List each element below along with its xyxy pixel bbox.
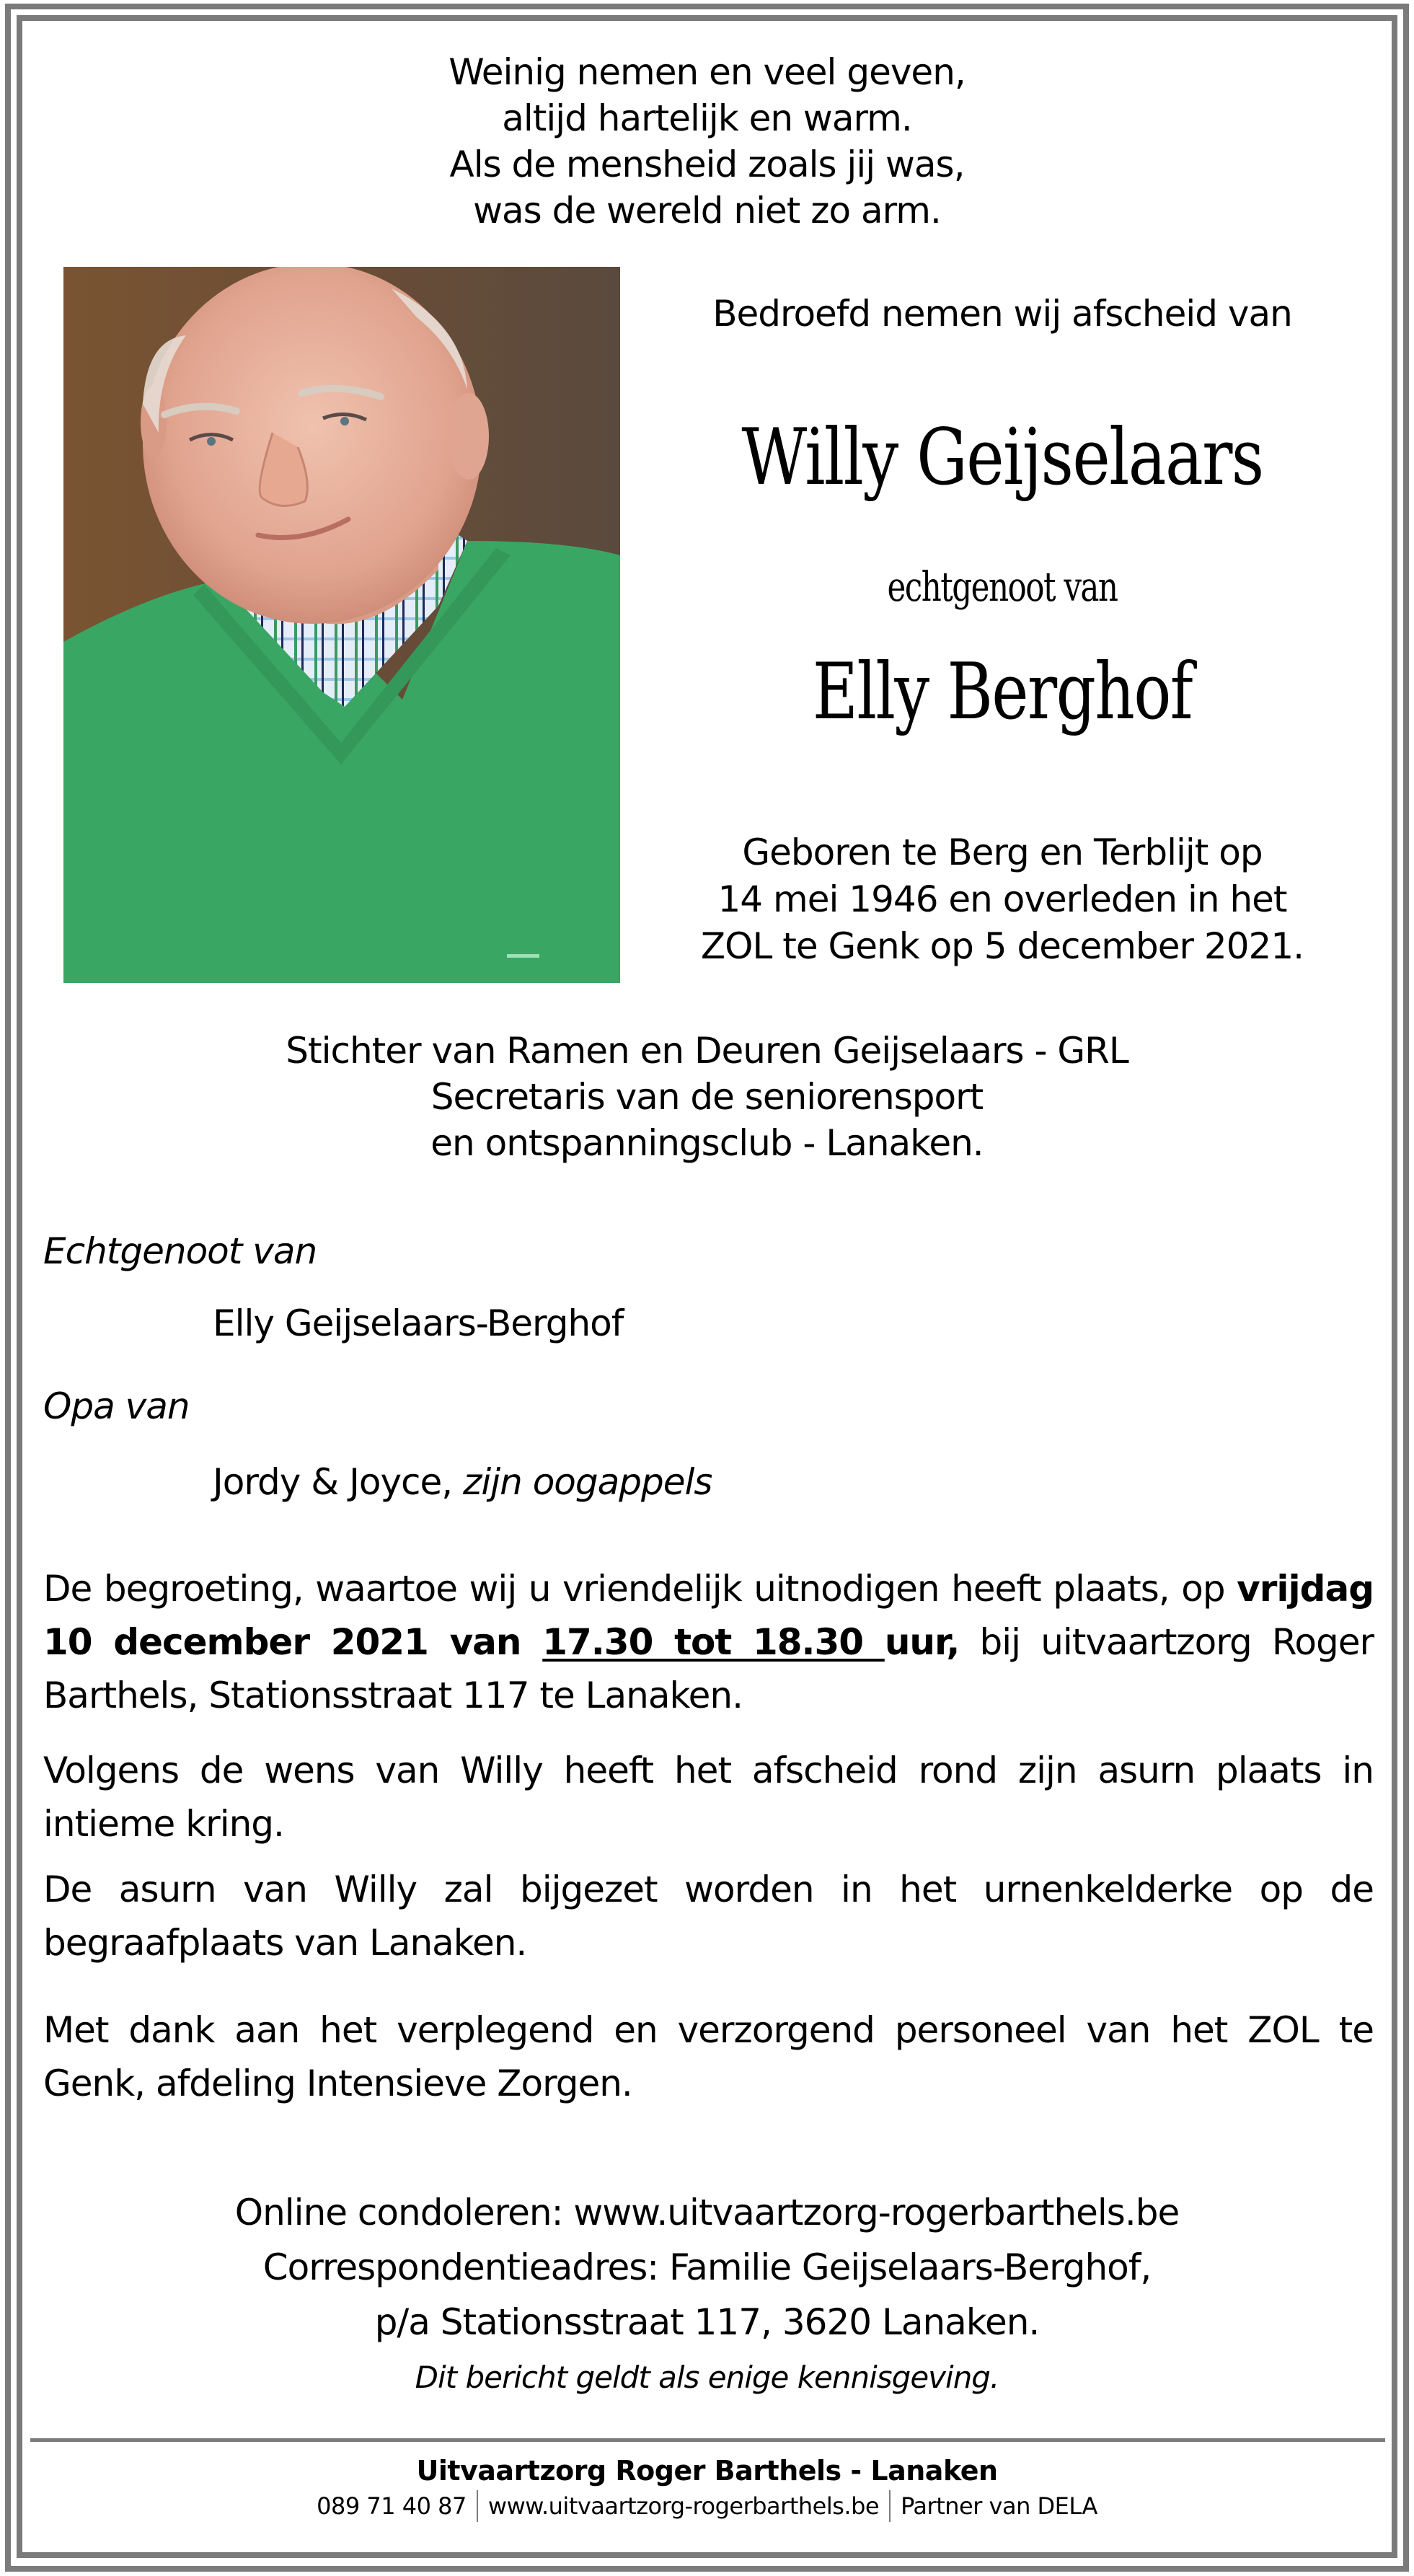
footer-contacts	[0, 2489, 1414, 2523]
birth-death-info	[620, 829, 1384, 970]
farewell-paragraph: Volgens de wens van Willy heeft het afscheid rond zijn asurn plaats in intieme kring.	[43, 1750, 1374, 1845]
role-line: Stichter van Ramen en Deuren Geijselaars - GRL	[286, 1030, 1128, 1072]
notice-text: Dit bericht geldt als enige kennisgeving.	[415, 2360, 999, 2395]
greeting-post: bij uitvaartzorg Roger Barthels, Stationsstraat 117 te Lanaken.	[43, 1621, 1374, 1716]
correspondence-address-line1: Correspondentieadres: Familie Geijselaars-Berghof,	[262, 2246, 1152, 2288]
greeting-time-unit: uur,	[884, 1621, 960, 1663]
poem-line: Weinig nemen en veel geven,	[448, 51, 966, 93]
footer-phone: 089 71 40 87	[317, 2492, 467, 2520]
portrait-photo	[63, 267, 620, 983]
roles-info	[0, 1028, 1414, 1166]
birth-death-line: Geboren te Berg en Terblijt op	[742, 832, 1263, 873]
greeting-time: 17.30 tot 18.30	[542, 1621, 885, 1663]
footer-separator	[477, 2490, 478, 2522]
relation-label-grandfather: Opa van	[43, 1385, 190, 1427]
birth-death-line: 14 mei 1946 en overleden in het	[717, 878, 1287, 920]
correspondence-address-line2: p/a Stationsstraat 117, 3620 Lanaken.	[374, 2301, 1040, 2343]
thanks-paragraph: Met dank aan het verplegend en verzorgend personeel van het ZOL te Genk, afdeling Intensieve Zorgen.	[43, 2009, 1374, 2104]
role-line: Secretaris van de seniorensport	[430, 1076, 984, 1118]
poem-line: Als de mensheid zoals jij was,	[449, 144, 965, 185]
birth-death-line: ZOL te Genk op 5 december 2021.	[700, 925, 1304, 967]
contact-info	[0, 2185, 1414, 2350]
poem-line: was de wereld niet zo arm.	[473, 190, 941, 231]
urn-paragraph: De asurn van Willy zal bijgezet worden in het urnenkelderke op de begraafplaats van Lanaken.	[43, 1869, 1374, 1964]
relation-value-grandchildren	[213, 1459, 712, 1505]
deceased-name: Willy Geijselaars	[741, 413, 1263, 503]
footer-partner: Partner van DELA	[901, 2492, 1097, 2520]
footer-website-link[interactable]: www.uitvaartzorg-rogerbarthels.be	[487, 2492, 880, 2520]
relation-value-spouse	[213, 1300, 623, 1346]
greeting-paragraph	[43, 1562, 1374, 1722]
portrait-image	[63, 267, 620, 983]
intro-text: Bedroefd nemen wij afscheid van	[712, 293, 1292, 335]
relation-value-suffix: zijn oogappels	[463, 1461, 712, 1503]
role-line: en ontspanningsclub - Lanaken.	[430, 1122, 984, 1164]
poem-line: altijd hartelijk en warm.	[502, 97, 912, 139]
greeting-date: vrijdag 10 december 2021 van	[43, 1568, 1374, 1663]
relation-value-text: Elly Geijselaars-Berghof	[213, 1302, 624, 1344]
relation-value-text: Jordy & Joyce,	[213, 1461, 464, 1503]
footer-divider	[30, 2438, 1385, 2442]
spouse-label: echtgenoot van	[887, 564, 1118, 611]
relation-label-spouse: Echtgenoot van	[43, 1230, 317, 1272]
greeting-pre: De begroeting, waartoe wij u vriendelijk uitnodigen heeft plaats, op	[43, 1568, 1237, 1610]
footer-separator	[889, 2490, 891, 2522]
online-condolence: Online condoleren: www.uitvaartzorg-rogerbarthels.be	[234, 2192, 1180, 2233]
footer-title: Uitvaartzorg Roger Barthels - Lanaken	[416, 2455, 998, 2487]
poem	[0, 49, 1414, 234]
spouse-name: Elly Berghof	[812, 647, 1193, 737]
